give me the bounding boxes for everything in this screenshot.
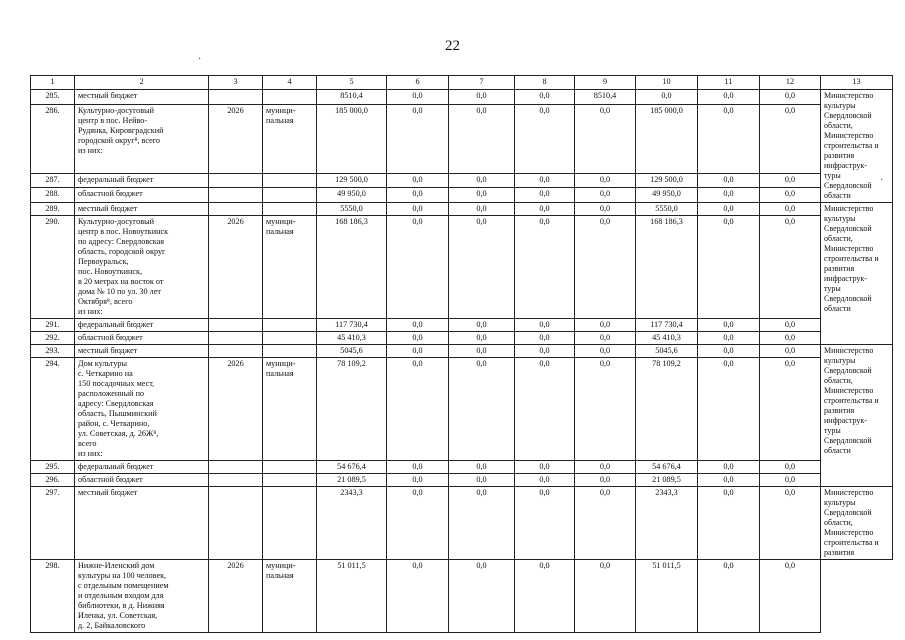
ownership-cell	[263, 319, 317, 332]
amount-cell: 0,0	[760, 90, 821, 105]
ownership-cell	[263, 474, 317, 487]
row-number: 291.	[31, 319, 75, 332]
year-cell: 2026	[209, 216, 263, 319]
row-number: 289.	[31, 203, 75, 216]
amount-cell: 0,0	[515, 474, 575, 487]
amount-cell: 78 109,2	[317, 358, 387, 461]
column-number: 5	[317, 76, 387, 90]
amount-cell: 185 000,0	[636, 104, 698, 173]
amount-cell: 0,0	[387, 203, 449, 216]
column-number: 1	[31, 76, 75, 90]
ownership-cell	[263, 487, 317, 560]
amount-cell: 0,0	[449, 173, 515, 188]
table-row	[31, 358, 893, 461]
row-number: 290.	[31, 216, 75, 319]
column-number: 3	[209, 76, 263, 90]
amount-cell: 0,0	[698, 319, 760, 332]
responsible-executor: Министерство культуры Свердловской области, Министерство строительства и развития инфраструк- туры Свердловской области	[821, 203, 893, 345]
amount-cell: 0,0	[515, 203, 575, 216]
amount-cell: 0,0	[387, 173, 449, 188]
amount-cell: 0,0	[760, 461, 821, 474]
amount-cell: 0,0	[636, 90, 698, 105]
item-name: местный бюджет	[75, 203, 209, 216]
amount-cell: 5045,6	[636, 345, 698, 358]
amount-cell: 0,0	[387, 216, 449, 319]
amount-cell: 0,0	[449, 474, 515, 487]
amount-cell: 0,0	[575, 203, 636, 216]
amount-cell: 185 000,0	[317, 104, 387, 173]
amount-cell: 0,0	[698, 474, 760, 487]
amount-cell: 0,0	[575, 358, 636, 461]
amount-cell: 0,0	[515, 319, 575, 332]
amount-cell: 0,0	[449, 104, 515, 173]
amount-cell: 0,0	[515, 461, 575, 474]
year-cell: 2026	[209, 560, 263, 633]
amount-cell: 45 410,3	[636, 332, 698, 345]
scan-speck: ·	[880, 175, 884, 186]
amount-cell: 0,0	[575, 173, 636, 188]
column-number: 11	[698, 76, 760, 90]
row-number: 288.	[31, 188, 75, 203]
amount-cell: 49 950,0	[317, 188, 387, 203]
table-row	[31, 560, 893, 633]
table-row	[31, 332, 893, 345]
amount-cell: 0,0	[515, 487, 575, 560]
amount-cell: 0,0	[449, 461, 515, 474]
ownership-cell: муници- пальная	[263, 358, 317, 461]
amount-cell: 0,0	[760, 474, 821, 487]
amount-cell: 0,0	[449, 203, 515, 216]
year-cell	[209, 319, 263, 332]
column-number: 9	[575, 76, 636, 90]
amount-cell: 5045,6	[317, 345, 387, 358]
row-number: 286.	[31, 104, 75, 173]
amount-cell: 0,0	[575, 560, 636, 633]
item-name: местный бюджет	[75, 487, 209, 560]
row-number: 295.	[31, 461, 75, 474]
column-number: 2	[75, 76, 209, 90]
amount-cell: 54 676,4	[317, 461, 387, 474]
ownership-cell	[263, 90, 317, 105]
amount-cell: 0,0	[698, 560, 760, 633]
amount-cell: 0,0	[698, 188, 760, 203]
column-number-row	[31, 76, 893, 90]
amount-cell: 0,0	[387, 461, 449, 474]
row-number: 294.	[31, 358, 75, 461]
amount-cell: 0,0	[698, 358, 760, 461]
amount-cell: 0,0	[515, 332, 575, 345]
table-row	[31, 173, 893, 188]
ownership-cell	[263, 345, 317, 358]
year-cell	[209, 203, 263, 216]
amount-cell: 0,0	[387, 332, 449, 345]
amount-cell: 0,0	[698, 332, 760, 345]
row-number: 285.	[31, 90, 75, 105]
amount-cell: 21 089,5	[317, 474, 387, 487]
amount-cell: 8510,4	[317, 90, 387, 105]
amount-cell: 0,0	[515, 188, 575, 203]
amount-cell: 117 730,4	[317, 319, 387, 332]
amount-cell: 0,0	[760, 188, 821, 203]
column-number: 8	[515, 76, 575, 90]
amount-cell: 0,0	[698, 90, 760, 105]
amount-cell: 0,0	[698, 216, 760, 319]
amount-cell: 0,0	[760, 104, 821, 173]
amount-cell: 129 500,0	[317, 173, 387, 188]
item-name: местный бюджет	[75, 90, 209, 105]
column-number: 10	[636, 76, 698, 90]
amount-cell: 0,0	[760, 203, 821, 216]
amount-cell: 0,0	[760, 560, 821, 633]
ownership-cell	[263, 173, 317, 188]
amount-cell: 0,0	[575, 474, 636, 487]
amount-cell: 0,0	[449, 188, 515, 203]
amount-cell: 0,0	[698, 461, 760, 474]
amount-cell: 51 011,5	[636, 560, 698, 633]
table-row	[31, 216, 893, 319]
amount-cell: 49 950,0	[636, 188, 698, 203]
year-cell	[209, 332, 263, 345]
amount-cell: 78 109,2	[636, 358, 698, 461]
ownership-cell	[263, 188, 317, 203]
row-number: 292.	[31, 332, 75, 345]
table-row	[31, 90, 893, 105]
year-cell	[209, 474, 263, 487]
amount-cell: 0,0	[760, 319, 821, 332]
table-row	[31, 461, 893, 474]
column-number: 4	[263, 76, 317, 90]
amount-cell: 0,0	[575, 319, 636, 332]
item-name: Культурно-досуговый центр в пос. Нейво- Рудянка, Кировградский городской округ⁸, всего из них:	[75, 104, 209, 173]
item-name: областной бюджет	[75, 474, 209, 487]
table-row	[31, 345, 893, 358]
item-name: федеральный бюджет	[75, 173, 209, 188]
amount-cell: 0,0	[387, 487, 449, 560]
amount-cell: 2343,3	[636, 487, 698, 560]
amount-cell: 0,0	[760, 345, 821, 358]
amount-cell: 168 186,3	[317, 216, 387, 319]
table-row	[31, 319, 893, 332]
amount-cell: 0,0	[760, 216, 821, 319]
year-cell	[209, 90, 263, 105]
scan-speck: ·	[198, 54, 202, 65]
amount-cell: 21 089,5	[636, 474, 698, 487]
amount-cell: 0,0	[698, 203, 760, 216]
item-name: федеральный бюджет	[75, 319, 209, 332]
amount-cell: 0,0	[387, 319, 449, 332]
row-number: 293.	[31, 345, 75, 358]
ownership-cell: муници- пальная	[263, 216, 317, 319]
ownership-cell: муници- пальная	[263, 104, 317, 173]
amount-cell: 0,0	[760, 173, 821, 188]
item-name: Культурно-досуговый центр в пос. Новоуткинск по адресу: Свердловская область, городской округ Первоуральск, пос. Новоуткинск, в 20 метрах на восток от дома № 10 по ул. 30 лет Октября⁸, всего из них:	[75, 216, 209, 319]
item-name: областной бюджет	[75, 332, 209, 345]
item-name: Нижне-Иленский дом культуры на 100 человек, с отдельным помещением и отдельным входом для библиотеки, в д. Нижняя Иленка, ул. Советская, д. 2, Байкаловского	[75, 560, 209, 633]
amount-cell: 0,0	[449, 90, 515, 105]
amount-cell: 0,0	[575, 487, 636, 560]
amount-cell: 0,0	[387, 474, 449, 487]
amount-cell: 0,0	[449, 358, 515, 461]
year-cell	[209, 487, 263, 560]
amount-cell: 0,0	[387, 345, 449, 358]
column-number: 6	[387, 76, 449, 90]
amount-cell: 0,0	[515, 358, 575, 461]
amount-cell: 2343,3	[317, 487, 387, 560]
item-name: областной бюджет	[75, 188, 209, 203]
amount-cell: 0,0	[387, 104, 449, 173]
amount-cell: 0,0	[515, 216, 575, 319]
amount-cell: 0,0	[698, 173, 760, 188]
table-row	[31, 487, 893, 560]
amount-cell: 129 500,0	[636, 173, 698, 188]
budget-table	[30, 75, 893, 633]
item-name: федеральный бюджет	[75, 461, 209, 474]
year-cell: 2026	[209, 358, 263, 461]
amount-cell: 0,0	[698, 104, 760, 173]
column-number: 13	[821, 76, 893, 90]
year-cell	[209, 188, 263, 203]
amount-cell: 0,0	[449, 487, 515, 560]
amount-cell: 0,0	[387, 358, 449, 461]
amount-cell: 0,0	[575, 461, 636, 474]
column-number: 7	[449, 76, 515, 90]
ownership-cell	[263, 203, 317, 216]
year-cell: 2026	[209, 104, 263, 173]
amount-cell: 0,0	[760, 332, 821, 345]
amount-cell: 0,0	[575, 345, 636, 358]
year-cell	[209, 345, 263, 358]
responsible-executor: Министерство культуры Свердловской области, Министерство строительства и развития инфраструк- туры Свердловской области	[821, 90, 893, 203]
amount-cell: 0,0	[449, 332, 515, 345]
table-row	[31, 203, 893, 216]
row-number: 287.	[31, 173, 75, 188]
amount-cell: 0,0	[515, 560, 575, 633]
amount-cell: 0,0	[515, 345, 575, 358]
amount-cell: 0,0	[449, 319, 515, 332]
ownership-cell	[263, 461, 317, 474]
amount-cell: 0,0	[760, 487, 821, 560]
amount-cell: 0,0	[698, 345, 760, 358]
amount-cell: 0,0	[515, 104, 575, 173]
table-row	[31, 188, 893, 203]
row-number: 298.	[31, 560, 75, 633]
amount-cell: 168 186,3	[636, 216, 698, 319]
amount-cell: 0,0	[575, 332, 636, 345]
table-row	[31, 474, 893, 487]
amount-cell: 0,0	[449, 216, 515, 319]
year-cell	[209, 461, 263, 474]
amount-cell: 0,0	[575, 188, 636, 203]
item-name: Дом культуры с. Четкарино на 150 посадочных мест, расположенный по адресу: Свердловская область, Пышминский район, с. Четкарино, ул. Советская, д. 26Ж⁸, всего из них:	[75, 358, 209, 461]
column-number: 12	[760, 76, 821, 90]
page-number: 22	[445, 38, 460, 54]
amount-cell: 0,0	[698, 487, 760, 560]
amount-cell: 0,0	[575, 216, 636, 319]
item-name: местный бюджет	[75, 345, 209, 358]
amount-cell: 0,0	[449, 345, 515, 358]
amount-cell: 54 676,4	[636, 461, 698, 474]
amount-cell: 0,0	[515, 173, 575, 188]
amount-cell: 0,0	[515, 90, 575, 105]
year-cell	[209, 173, 263, 188]
ownership-cell	[263, 332, 317, 345]
amount-cell: 0,0	[760, 358, 821, 461]
amount-cell: 5550,0	[317, 203, 387, 216]
row-number: 296.	[31, 474, 75, 487]
amount-cell: 5550,0	[636, 203, 698, 216]
amount-cell: 0,0	[575, 104, 636, 173]
amount-cell: 51 011,5	[317, 560, 387, 633]
amount-cell: 0,0	[449, 560, 515, 633]
amount-cell: 0,0	[387, 188, 449, 203]
responsible-executor: Министерство культуры Свердловской области, Министерство строительства и развития инфраструк- туры Свердловской области	[821, 345, 893, 487]
responsible-executor: Министерство культуры Свердловской области, Министерство строительства и развития	[821, 487, 893, 560]
table-row	[31, 104, 893, 173]
amount-cell: 8510,4	[575, 90, 636, 105]
amount-cell: 0,0	[387, 560, 449, 633]
ownership-cell: муници- пальная	[263, 560, 317, 633]
amount-cell: 45 410,3	[317, 332, 387, 345]
amount-cell: 117 730,4	[636, 319, 698, 332]
row-number: 297.	[31, 487, 75, 560]
amount-cell: 0,0	[387, 90, 449, 105]
